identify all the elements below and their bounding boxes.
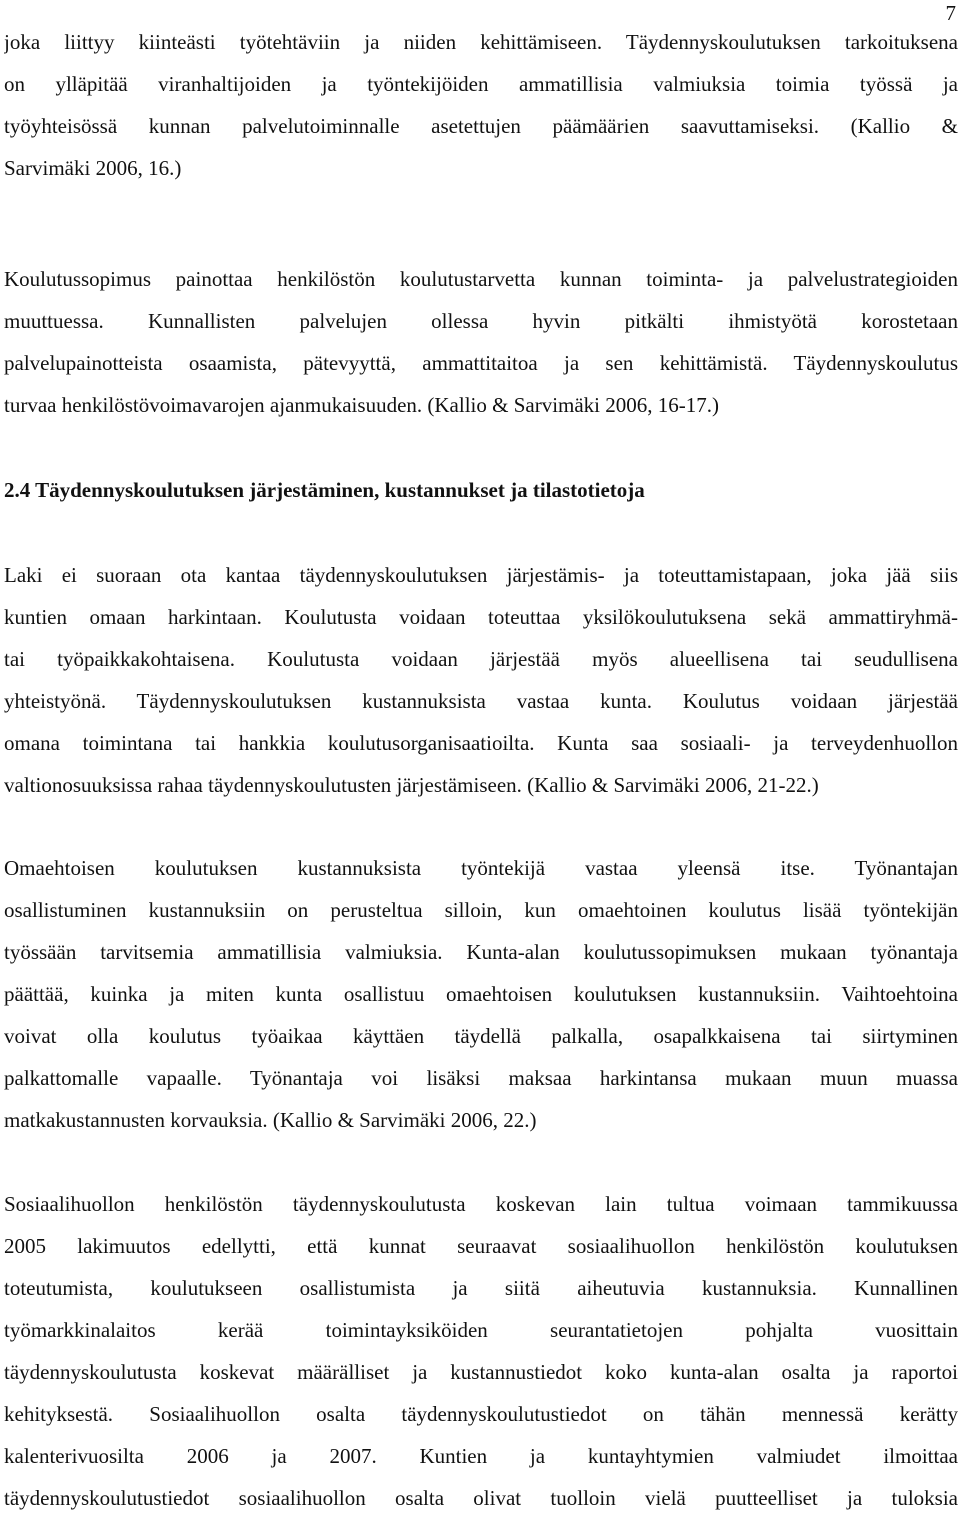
paragraph-1	[4, 21, 958, 189]
text-line: Omaehtoisen koulutuksen kustannuksista työntekijä vastaa yleensä itse. Työnantajan	[4, 856, 958, 880]
section-heading	[4, 469, 958, 511]
text-line: Laki ei suoraan ota kantaa täydennyskoulutuksen järjestämis- ja toteuttamistapaan, joka jää siis	[4, 563, 958, 587]
section-heading-text: 2.4 Täydennyskoulutuksen järjestäminen, kustannukset ja tilastotietoja	[4, 478, 645, 502]
text-line: muuttuessa. Kunnallisten palvelujen ollessa hyvin pitkälti ihmistyötä korostetaan	[4, 309, 958, 333]
paragraph-2	[4, 258, 958, 426]
text-line: omana toimintana tai hankkia koulutusorganisaatioilta. Kunta saa sosiaali- ja terveydenhuollon	[4, 731, 958, 755]
text-line: täydennyskoulutusta koskevat määrälliset ja kustannustiedot koko kunta-alan osalta ja raportoi	[4, 1360, 958, 1384]
page-number: 7	[945, 1, 956, 25]
text-line: päättää, kuinka ja miten kunta osallistuu omaehtoisen koulutuksen kustannuksiin. Vaihtoehtoina	[4, 982, 958, 1006]
text-line: osallistuminen kustannuksiin on perusteltua silloin, kun omaehtoinen koulutus lisää työntekijän	[4, 898, 958, 922]
text-line: kalenterivuosilta 2006 ja 2007. Kuntien ja kuntayhtymien valmiudet ilmoittaa	[4, 1444, 958, 1468]
text-line: Koulutussopimus painottaa henkilöstön koulutustarvetta kunnan toiminta- ja palvelustrategioiden	[4, 267, 958, 291]
text-line: työssään tarvitsemia ammatillisia valmiuksia. Kunta-alan koulutussopimuksen mukaan työnantaja	[4, 940, 958, 964]
text-line: täydennyskoulutustiedot sosiaalihuollon osalta olivat tuolloin vielä puutteelliset ja tuloksia	[4, 1486, 958, 1510]
text-line: joka liittyy kiinteästi työtehtäviin ja niiden kehittämiseen. Täydennyskoulutuksen tarkoituksena	[4, 30, 958, 54]
text-line: yhteistyönä. Täydennyskoulutuksen kustannuksista vastaa kunta. Koulutus voidaan järjestää	[4, 689, 958, 713]
text-line: työmarkkinalaitos kerää toimintayksiköiden seurantatietojen pohjalta vuosittain	[4, 1318, 958, 1342]
text-line: tai työpaikkakohtaisena. Koulutusta voidaan järjestää myös alueellisena tai seudullisena	[4, 647, 958, 671]
text-line: Sosiaalihuollon henkilöstön täydennyskoulutusta koskevan lain tultua voimaan tammikuussa	[4, 1192, 958, 1216]
paragraph-3	[4, 554, 958, 806]
text-line: kuntien omaan harkintaan. Koulutusta voidaan toteuttaa yksilökoulutuksena sekä ammattiryhmä-	[4, 605, 958, 629]
text-line: turvaa henkilöstövoimavarojen ajanmukaisuuden. (Kallio & Sarvimäki 2006, 16-17.)	[4, 393, 720, 417]
text-line: voivat olla koulutus työaikaa käyttäen täydellä palkalla, osapalkkaisena tai siirtyminen	[4, 1024, 958, 1048]
text-line: Sarvimäki 2006, 16.)	[4, 156, 182, 180]
text-line: kehityksestä. Sosiaalihuollon osalta täydennyskoulutustiedot on tähän mennessä kerätty	[4, 1402, 958, 1426]
paragraph-5	[4, 1183, 958, 1519]
text-line: 2005 lakimuutos edellytti, että kunnat seuraavat sosiaalihuollon henkilöstön koulutuksen	[4, 1234, 958, 1258]
text-line: palvelupainotteista osaamista, pätevyyttä, ammattitaitoa ja sen kehittämistä. Täydennyskoulutus	[4, 351, 958, 375]
text-line: valtionosuuksissa rahaa täydennyskoulutusten järjestämiseen. (Kallio & Sarvimäki 2006, 21-22.)	[4, 773, 819, 797]
text-line: toteutumista, koulutukseen osallistumista ja siitä aiheutuvia kustannuksia. Kunnallinen	[4, 1276, 958, 1300]
text-line: matkakustannusten korvauksia. (Kallio & Sarvimäki 2006, 22.)	[4, 1108, 537, 1132]
paragraph-4	[4, 847, 958, 1141]
text-line: työyhteisössä kunnan palvelutoiminnalle asetettujen päämäärien saavuttamiseksi. (Kallio &	[4, 114, 958, 138]
text-line: on ylläpitää viranhaltijoiden ja työntekijöiden ammatillisia valmiuksia toimia työssä ja	[4, 72, 958, 96]
text-line: palkattomalle vapaalle. Työnantaja voi lisäksi maksaa harkintansa mukaan muun muassa	[4, 1066, 958, 1090]
